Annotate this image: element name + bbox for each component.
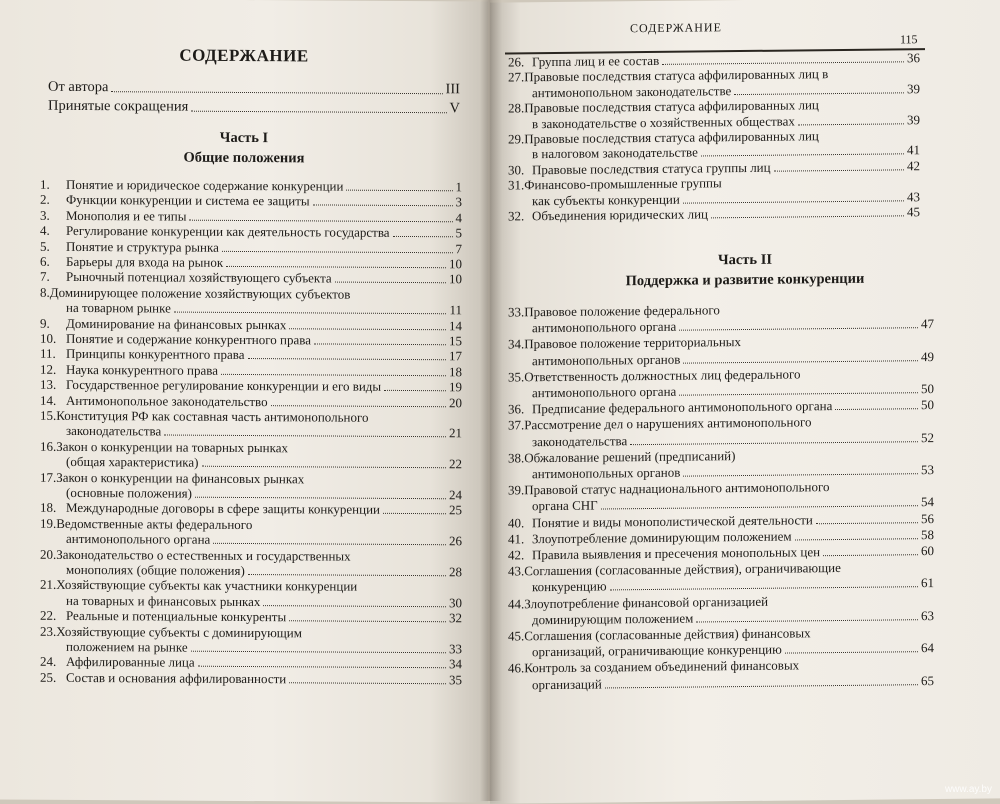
- dot-leader: [221, 374, 446, 376]
- toc-entry-number: 17.: [40, 469, 57, 485]
- toc-entry-text: Правила выявления и пресечения монопольных цен: [532, 544, 821, 563]
- dot-leader: [774, 169, 904, 171]
- toc-entry-continuation: [532, 316, 934, 336]
- toc-entry-text: Объединения юридических лиц: [532, 206, 709, 224]
- toc-entry-page: 64: [921, 640, 934, 656]
- toc-entry: [508, 543, 934, 563]
- toc-entry-text: антимонопольных органов: [532, 464, 681, 482]
- toc-entry-text: Обжалование решений (предписаний): [524, 447, 736, 466]
- toc-entry-number: 40.: [508, 514, 525, 531]
- toc-entry: [508, 397, 934, 417]
- toc-entry-number: 27.: [508, 69, 525, 85]
- dot-leader: [679, 392, 918, 395]
- toc-entry-number: 44.: [508, 595, 525, 612]
- toc-entry-number: 31.: [508, 177, 525, 193]
- toc-entry-text: организаций: [532, 676, 602, 692]
- toc-entry-page: 21: [449, 425, 462, 441]
- dot-leader: [226, 266, 446, 268]
- toc-entry-page: 19: [449, 379, 462, 395]
- dot-leader: [289, 328, 446, 330]
- toc-entry-number: 45.: [508, 628, 525, 644]
- dot-leader: [222, 250, 453, 252]
- toc-entry-page: 33: [449, 641, 462, 657]
- toc-entry-page: 65: [921, 672, 934, 688]
- toc-entry-continuation: [532, 608, 934, 628]
- toc-entry-text: как субъекты конкуренции: [532, 191, 680, 208]
- toc-entry-page: 3: [455, 194, 462, 210]
- toc-entry-text: Доминирование на финансовых рынках: [66, 315, 287, 332]
- dot-leader: [679, 327, 918, 330]
- dot-leader: [248, 574, 446, 576]
- toc-entry-text: Злоупотребление доминирующим положением: [532, 528, 792, 547]
- toc-entry-page: 30: [449, 595, 462, 611]
- toc-entry-text: Правовой статус наднационального антимонопольного: [524, 479, 830, 498]
- toc-entry-number: 43.: [508, 563, 525, 579]
- dot-leader: [384, 390, 446, 391]
- toc-entry-number: 4.: [40, 222, 50, 239]
- dot-leader: [164, 435, 446, 438]
- toc-entry-text: монополиях (общие положения): [66, 561, 245, 579]
- toc-entry-page: 32: [449, 610, 462, 626]
- toc-entry-text: Рассмотрение дел о нарушениях антимонопольного: [524, 414, 812, 433]
- toc-entry-text: Правовые последствия статуса аффилированных лиц в: [524, 66, 829, 85]
- toc-entry-text: на товарном рынке: [66, 300, 171, 316]
- dot-leader: [835, 408, 918, 410]
- toc-entry-text: Контроль за созданием объединений финансовых: [524, 657, 800, 676]
- toc-entry-text: Правовое положение федерального: [524, 302, 720, 320]
- dot-leader: [393, 236, 453, 237]
- toc-entry-text: Реальные и потенциальные конкуренты: [66, 608, 287, 625]
- toc-entry-text: Правовые последствия статуса аффилированных лиц: [524, 128, 819, 147]
- toc-entry-text: Правовые последствия статуса группы лиц: [532, 159, 771, 178]
- toc-entry-number: 1.: [40, 176, 50, 192]
- toc-entry-continuation: [532, 640, 934, 660]
- dot-leader: [289, 682, 446, 684]
- toc-entry-text: законодательства: [66, 423, 162, 439]
- dot-leader: [198, 666, 446, 669]
- dot-leader: [605, 684, 918, 688]
- dot-leader: [734, 92, 904, 95]
- toc-entry-text: конкуренцию: [532, 578, 607, 595]
- toc-entry-text: Понятие и виды монополистической деятельности: [532, 511, 813, 530]
- dot-leader: [823, 554, 918, 556]
- toc-entry-text: Соглашения (согласованные действия), ограничивающие: [524, 560, 841, 579]
- toc-entry-text: антимонопольного органа: [532, 383, 677, 401]
- toc-entry-page: 39: [907, 80, 920, 97]
- toc-entry: [508, 302, 720, 320]
- toc-entry-text: антимонопольного органа: [66, 531, 211, 547]
- dot-leader: [683, 360, 918, 363]
- toc-entry-page: 22: [449, 456, 462, 472]
- toc-entry-text: в налоговом законодательстве: [532, 144, 698, 162]
- toc-entry-number: 11.: [40, 346, 56, 362]
- toc-entry-text: Правовые последствия статуса аффилированных лиц: [524, 97, 819, 116]
- toc-entry-text: Конституция РФ как составная часть антимонопольного: [56, 407, 369, 425]
- toc-entry-number: 16.: [40, 438, 57, 454]
- dot-leader: [711, 215, 904, 218]
- part-2-number: Часть II: [717, 251, 773, 269]
- toc-entry-text: Финансово-промышленные группы: [524, 175, 722, 193]
- toc-entry-text: Государственное регулирование конкуренции и его виды: [66, 377, 382, 395]
- toc-entry-text: Предписание федерального антимонопольного органа: [532, 398, 833, 417]
- toc-entry-text: положением на рынке: [66, 638, 188, 655]
- toc-entry-page: 35: [449, 672, 462, 688]
- toc-entry-text: Соглашения (согласованные действия) финансовых: [524, 625, 811, 644]
- toc-entry-continuation: [532, 462, 934, 482]
- dot-leader: [191, 651, 446, 654]
- toc-entry-text: Регулирование конкуренции как деятельность государства: [66, 223, 390, 241]
- toc-entry-page: 15: [449, 333, 462, 349]
- front-matter-item: Принятые сокращения V: [48, 97, 460, 117]
- toc-entry-text: доминирующим положением: [532, 610, 694, 628]
- dot-leader: [383, 513, 446, 514]
- toc-entry-text: Ведомственные акты федерального: [56, 515, 253, 532]
- toc-entry-page: 25: [449, 502, 462, 518]
- toc-entry-page: 39: [907, 111, 920, 127]
- toc-entry-text: Аффилированные лица: [66, 654, 195, 671]
- toc-entry-continuation: [532, 673, 934, 693]
- toc-entry-text: антимонопольном законодательстве: [532, 82, 732, 101]
- page-number: 115: [900, 32, 918, 47]
- toc-entry-page: 1: [455, 179, 462, 195]
- toc-entry-number: 9.: [40, 315, 50, 331]
- toc-entry-text: Понятие и юридическое содержание конкуренции: [66, 176, 344, 194]
- toc-entry-page: 47: [921, 316, 934, 332]
- toc-entry-text: организаций, ограничивающие конкуренцию: [532, 641, 782, 660]
- dot-leader: [174, 312, 447, 315]
- dot-leader: [816, 522, 918, 524]
- running-head: СОДЕРЖАНИЕ: [630, 20, 722, 36]
- toc-entry-text: на товарных и финансовых рынках: [66, 592, 261, 609]
- toc-entry-number: 12.: [40, 361, 57, 377]
- toc-entry-page: 50: [921, 381, 934, 397]
- toc-entry-number: 15.: [40, 407, 57, 423]
- toc-entry-text: Принципы конкурентного права: [66, 346, 245, 363]
- toc-entry-page: 10: [449, 256, 462, 272]
- dot-leader: [610, 587, 918, 591]
- toc-entry-text: Закон о конкуренции на финансовых рынках: [56, 469, 305, 486]
- toc-entry-number: 14.: [40, 392, 57, 408]
- toc-entry-number: 25.: [40, 669, 57, 685]
- toc-entry-number: 38.: [508, 450, 525, 466]
- toc-entry-text: органа СНГ: [532, 497, 598, 514]
- dot-leader: [701, 154, 904, 157]
- dot-leader: [314, 343, 446, 345]
- toc-entry-text: Хозяйствующие субъекты с доминирующим: [56, 623, 302, 640]
- toc-entry-number: 10.: [40, 330, 57, 346]
- toc-entry-number: 19.: [40, 515, 57, 531]
- part-1-number: Часть I: [219, 129, 269, 147]
- right-page: [490, 0, 1000, 804]
- toc-entry-number: 6.: [40, 253, 50, 269]
- toc-entry-number: 46.: [508, 660, 525, 676]
- toc-entry-number: 5.: [40, 238, 50, 254]
- toc-entry-text: Функции конкуренции и система ее защиты: [66, 192, 310, 209]
- toc-entry-number: 3.: [40, 207, 50, 223]
- front-matter-item: От автора III: [48, 78, 460, 98]
- toc-entry-text: Барьеры для входа на рынок: [66, 253, 224, 270]
- toc-entry-number: 2.: [40, 192, 50, 208]
- dot-leader: [335, 282, 446, 284]
- toc-entry-page: 20: [449, 394, 462, 410]
- dot-leader: [195, 497, 446, 500]
- toc-entry-number: 13.: [40, 376, 57, 393]
- dot-leader: [289, 620, 446, 622]
- left-page: [0, 0, 488, 802]
- toc-entry-text: Законодательство о естественных и государственных: [56, 546, 351, 564]
- toc-entry-page: 50: [921, 397, 934, 413]
- toc-entry-text: Монополия и ее типы: [66, 207, 187, 224]
- toc-entry-text: Доминирующее положение хозяйствующих субъектов: [49, 284, 351, 302]
- toc-entry-number: 30.: [508, 162, 525, 178]
- dot-leader: [313, 205, 453, 207]
- toc-entry-page: 36: [907, 50, 920, 66]
- toc-entry-page: 61: [921, 575, 934, 591]
- toc-entry-text: Международные договоры в сфере защиты конкуренции: [66, 500, 380, 518]
- book-gutter: [480, 0, 502, 801]
- dot-leader: [696, 619, 918, 622]
- toc-entry-page: 17: [449, 348, 462, 364]
- toc-entry-number: 32.: [508, 208, 525, 224]
- toc-entry-text: антимонопольных органов: [532, 351, 681, 368]
- toc-entry-number: 20.: [40, 546, 57, 562]
- toc-entry-text: Ответственность должностных лиц федерального: [524, 366, 801, 385]
- dot-leader: [798, 123, 904, 125]
- toc-entry: [40, 670, 462, 689]
- toc-entry-text: Злоупотребление финансовой организацией: [524, 593, 769, 611]
- toc-entry-number: 35.: [508, 369, 525, 385]
- toc-entry-page: 45: [907, 204, 920, 220]
- toc-entry-number: 36.: [508, 401, 525, 417]
- toc-entry-text: Хозяйствующие субъекты как участники конкуренции: [56, 577, 358, 595]
- toc-entry-page: 41: [907, 142, 920, 158]
- toc-entry-page: 60: [921, 543, 934, 559]
- toc-entry-page: 18: [449, 364, 462, 380]
- dot-leader: [263, 605, 446, 607]
- toc-entry-text: Рыночный потенциал хозяйствующего субъекта: [66, 269, 332, 286]
- toc-entry-page: 10: [449, 271, 462, 287]
- toc-entry-page: 14: [449, 317, 462, 333]
- toc-entry-number: 39.: [508, 482, 525, 498]
- toc-entry-number: 26.: [508, 54, 525, 70]
- dot-leader: [202, 466, 446, 468]
- toc-entry-text: (основные положения): [66, 484, 192, 501]
- toc-entry-number: 21.: [40, 577, 57, 593]
- dot-leader: [683, 200, 904, 203]
- toc-entry-page: 4: [455, 210, 462, 226]
- toc-entry-continuation: [532, 575, 934, 595]
- toc-entry-number: 18.: [40, 500, 57, 516]
- toc-entry-text: в законодательстве о хозяйственных обществах: [532, 113, 795, 131]
- part-2-title: Поддержка и развитие конкуренции: [625, 270, 865, 290]
- dot-leader: [248, 358, 447, 360]
- dot-leader: [662, 61, 904, 65]
- toc-entry-page: 56: [921, 510, 934, 526]
- toc-title: СОДЕРЖАНИЕ: [179, 45, 309, 66]
- toc-entry-text: Понятие и содержание конкурентного права: [66, 330, 311, 348]
- dot-leader: [630, 441, 918, 445]
- toc-entry-page: 63: [921, 607, 934, 623]
- toc-entry-text: Состав и основания аффилированности: [66, 669, 287, 687]
- toc-entry-number: 28.: [508, 100, 525, 116]
- toc-entry-text: законодательства: [532, 432, 628, 449]
- dot-leader: [795, 538, 918, 540]
- toc-entry-text: (общая характеристика): [66, 454, 199, 470]
- toc-entry-text: Понятие и структура рынка: [66, 238, 219, 255]
- dot-leader: [601, 506, 918, 510]
- toc-entry-page: 28: [449, 564, 462, 580]
- toc-entry-text: Наука конкурентного права: [66, 361, 218, 378]
- toc-entry: [508, 204, 920, 224]
- toc-entry-text: Антимонопольное законодательство: [66, 392, 268, 409]
- toc-entry-text: антимонопольного органа: [532, 318, 677, 336]
- toc-entry-page: 7: [455, 240, 462, 256]
- toc-entry-number: 33.: [508, 304, 525, 320]
- toc-entry-page: 53: [921, 462, 934, 478]
- dot-leader: [271, 405, 446, 407]
- dot-leader: [683, 473, 918, 476]
- toc-entry-number: 29.: [508, 131, 525, 147]
- toc-entry-text: Группа лиц и ее состав: [532, 52, 660, 70]
- toc-entry-page: 52: [921, 429, 934, 445]
- toc-entry-page: 49: [921, 348, 934, 364]
- toc-entry-page: 24: [449, 487, 462, 503]
- toc-entry-page: 11: [449, 302, 462, 318]
- toc-entry-text: Закон о конкуренции на товарных рынках: [56, 438, 288, 456]
- toc-entry-page: 26: [449, 533, 462, 549]
- toc-entry-number: 37.: [508, 417, 525, 433]
- toc-entry-page: 54: [921, 494, 934, 510]
- toc-entry-page: 58: [921, 526, 934, 542]
- dot-leader: [189, 219, 452, 222]
- toc-entry-number: 8.: [40, 284, 50, 300]
- toc-entry-page: 42: [907, 157, 920, 174]
- toc-entry-number: 42.: [508, 547, 525, 563]
- toc-entry-number: 22.: [40, 607, 57, 624]
- toc-entry-number: 23.: [40, 623, 57, 639]
- toc-entry-number: 34.: [508, 336, 525, 352]
- toc-entry-page: 5: [455, 225, 462, 241]
- toc-entry-number: 41.: [508, 531, 525, 547]
- dot-leader: [346, 190, 452, 192]
- part-1-title: Общие положения: [183, 149, 305, 167]
- dot-leader: [213, 543, 446, 545]
- toc-entry-continuation: [532, 349, 934, 369]
- watermark: www.ay.by: [944, 784, 992, 795]
- dot-leader: [785, 651, 918, 653]
- toc-entry-continuation: [532, 430, 934, 450]
- toc-entry-number: 24.: [40, 654, 57, 670]
- toc-entry-page: 43: [907, 188, 920, 204]
- toc-entry-page: 34: [449, 656, 462, 672]
- toc-entry-text: Правовое положение территориальных: [524, 334, 742, 352]
- toc-entry-number: 7.: [40, 269, 50, 285]
